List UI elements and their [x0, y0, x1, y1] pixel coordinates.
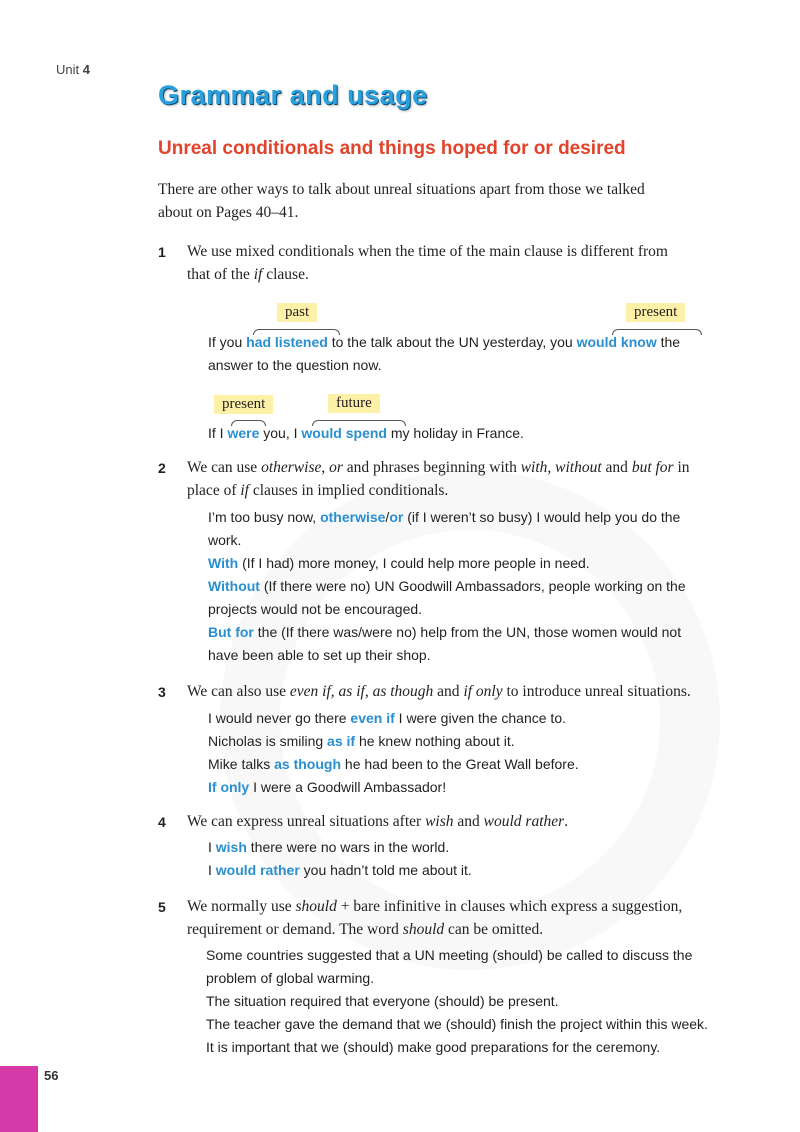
tag-present: present [626, 303, 685, 322]
example-mixed-1: If you had listened to the talk about the UN yesterday, you would know the answer to the question now. [208, 334, 681, 373]
point-1-number: 1 [158, 244, 166, 260]
point-5-number: 5 [158, 899, 166, 915]
section-subtitle: Unreal conditionals and things hoped for or desired [158, 138, 626, 159]
point-4-text: We can express unreal situations after wish and would rather. [187, 813, 569, 830]
example-mixed-2: If I were you, I would spend my holiday in France. [208, 425, 524, 441]
point-3-examples: I would never go there even if I were given the chance to. Nicholas is smiling as if he knew nothing about it. Mike talks as though he had been to the Great Wall before. If only I were a Goodwill Ambassador! [208, 710, 579, 795]
point-2-examples: I’m too busy now, otherwise/or (if I weren’t so busy) I would help you do the work. With (If I had) more money, I could help more people in need. Without (If there were no) UN Goodwill Ambassadors, people working on the projects would not be encouraged. But for the (If there was/were no) help from the UN, those women would not have been able to set up their shop. [208, 509, 686, 663]
tag-present-2: present [214, 395, 273, 414]
point-1-text: We use mixed conditionals when the time of the main clause is different from that of the if clause. [187, 243, 668, 283]
intro-paragraph: There are other ways to talk about unreal situations apart from those we talked about on Pages 40–41. [158, 181, 645, 221]
point-4-examples: I wish there were no wars in the world. I would rather you hadn’t told me about it. [208, 839, 472, 878]
point-4-number: 4 [158, 814, 166, 830]
tag-past: past [277, 303, 317, 322]
page-title: Grammar and usage [158, 80, 428, 110]
page-edge-tab [0, 1066, 38, 1132]
point-3-text: We can also use even if, as if, as though and if only to introduce unreal situations. [187, 683, 691, 700]
unit-label: Unit 4 [56, 62, 90, 77]
tag-future: future [328, 394, 380, 413]
point-2-number: 2 [158, 460, 166, 476]
point-5-text: We normally use should + bare infinitive in clauses which express a suggestion, requirement or demand. The word should can be omitted. [187, 898, 683, 938]
point-2-text: We can use otherwise, or and phrases beginning with with, without and but for in place of if clauses in implied conditionals. [187, 459, 690, 499]
page-number: 56 [44, 1068, 59, 1083]
point-3-number: 3 [158, 684, 166, 700]
point-5-examples: Some countries suggested that a UN meeting (should) be called to discuss the problem of global warming. The situation required that everyone (should) be present. The teacher gave the demand that we (should) finish the project within this week. It is important that we (should) make good preparations for the ceremony. [206, 947, 708, 1055]
